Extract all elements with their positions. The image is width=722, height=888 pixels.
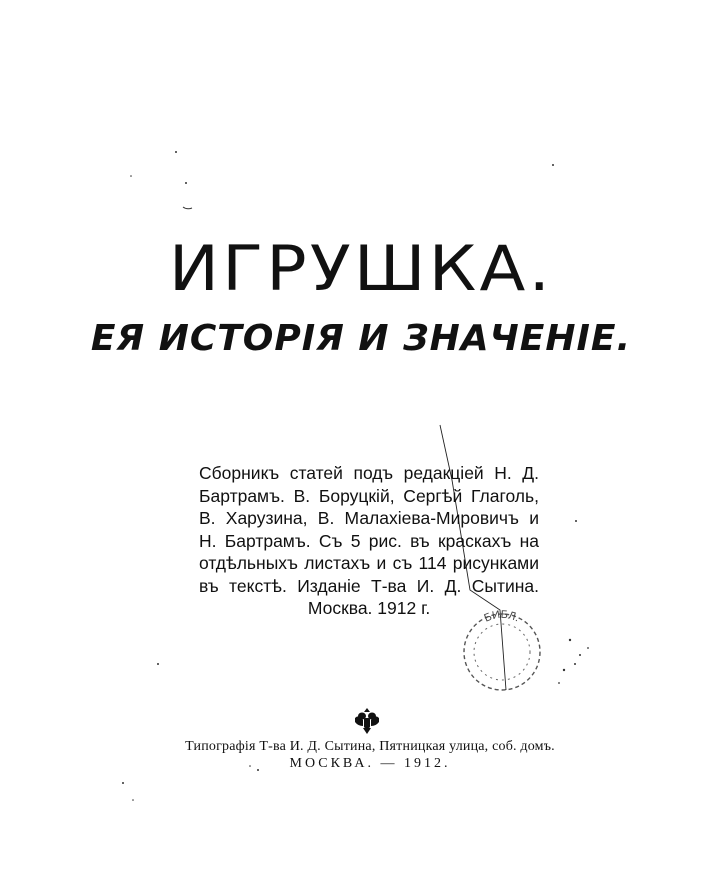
city-year-line: МОСКВА. — 1912. [289,756,451,771]
printer-line: Типографія Т-ва И. Д. Сытина, Пятницкая улица, соб. домъ. [185,739,555,754]
place-year-line: Москва. 1912 г. [307,598,431,618]
description-line: Сборникъ статей подъ редакціей Н. Д. [199,463,539,483]
stamp-label: БИБЛ. [482,608,522,625]
library-stamp-icon [456,604,552,700]
double-headed-eagle-icon [353,706,381,736]
book-title: ИГРУШКА. [168,232,554,305]
svg-text:БИБЛ. [482,609,521,625]
description-line: отдѣльныхъ листахъ и съ 114 рисунками [199,553,539,573]
description-line: Бартрамъ. В. Боруцкій, Сергѣй Глаголь, [199,485,539,506]
description-line: В. Харузина, В. Малахіева-Мировичъ и [199,508,539,528]
description-line: Н. Бартрамъ. Съ 5 рис. въ краскахъ на [199,530,539,551]
book-subtitle: ЕЯ ИСТОРІЯ И ЗНАЧЕНІЕ. [90,318,632,359]
description-block [199,462,539,620]
description-line: въ текстѣ. Изданіе Т-ва И. Д. Сытина. [199,575,539,596]
imprint-block [150,738,590,772]
